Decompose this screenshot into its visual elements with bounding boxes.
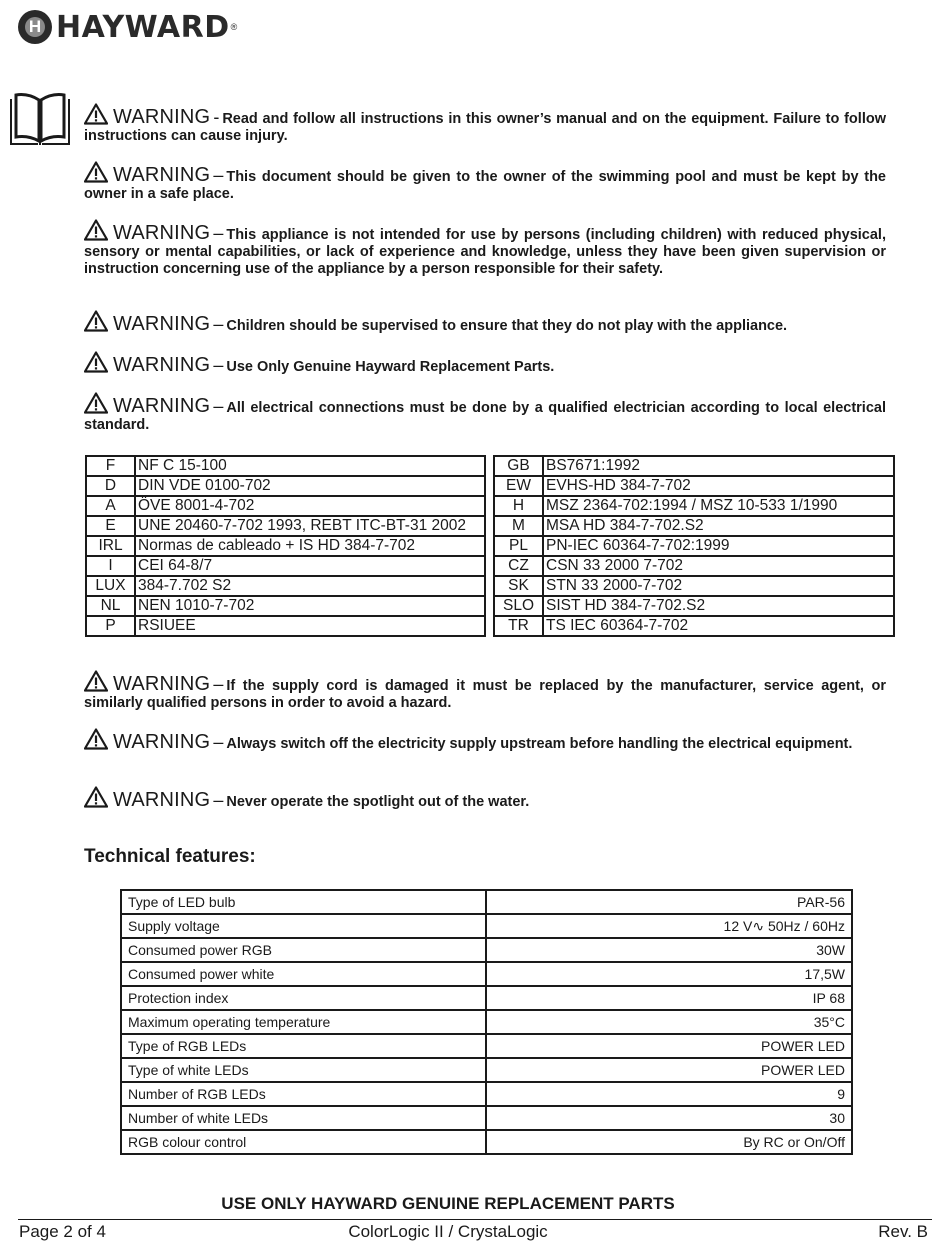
warning-text: This document should be given to the owner of the swimming pool and must be kept by the owner in a safe place. — [84, 169, 886, 202]
warning-label: WARNING — [113, 106, 211, 128]
standards-row — [86, 496, 894, 516]
standards-row — [86, 456, 894, 476]
warning-item — [84, 351, 886, 376]
warning-triangle-icon — [84, 728, 108, 750]
technical-row — [121, 1130, 852, 1154]
warning-item — [84, 161, 886, 203]
standard-name: BS7671:1992 — [543, 456, 894, 476]
column-gap — [485, 496, 494, 516]
country-code: LUX — [86, 576, 135, 596]
feature-label: Type of white LEDs — [121, 1058, 486, 1082]
country-code: M — [494, 516, 543, 536]
warning-label: WARNING — [113, 164, 211, 186]
standard-name: MSZ 2364-702:1994 / MSZ 10-533 1/1990 — [543, 496, 894, 516]
warning-label: WARNING — [113, 354, 211, 376]
column-gap — [485, 576, 494, 596]
warning-item — [84, 219, 886, 278]
country-code: NL — [86, 596, 135, 616]
feature-value: POWER LED — [486, 1034, 852, 1058]
feature-label: Maximum operating temperature — [121, 1010, 486, 1034]
warning-text: All electrical connections must be done by a qualified electrician according to local electrical standard. — [84, 400, 886, 433]
standards-row — [86, 616, 894, 636]
warning-text: This appliance is not intended for use by persons (including children) with reduced physical, sensory or mental capabilities, or lack of experience and knowledge, unless they have been given supervision or instruction concerning use of the appliance by a person responsible for their safety. — [84, 227, 886, 277]
country-code: SK — [494, 576, 543, 596]
footer-revision: Rev. B — [878, 1222, 928, 1241]
warning-text: Use Only Genuine Hayward Replacement Parts. — [226, 359, 555, 375]
replacement-parts-note: USE ONLY HAYWARD GENUINE REPLACEMENT PARTS — [221, 1194, 675, 1213]
standard-name: TS IEC 60364-7-702 — [543, 616, 894, 636]
technical-row — [121, 986, 852, 1010]
feature-value: 30 — [486, 1106, 852, 1130]
warning-label: WARNING — [113, 673, 211, 695]
feature-value: 30W — [486, 938, 852, 962]
column-gap — [485, 476, 494, 496]
column-gap — [485, 616, 494, 636]
standard-name: STN 33 2000-7-702 — [543, 576, 894, 596]
feature-value: By RC or On/Off — [486, 1130, 852, 1154]
country-code: SLO — [494, 596, 543, 616]
technical-row — [121, 938, 852, 962]
warning-triangle-icon — [84, 219, 108, 241]
technical-row — [121, 1058, 852, 1082]
standards-row — [86, 596, 894, 616]
feature-label: RGB colour control — [121, 1130, 486, 1154]
open-book-icon — [6, 91, 74, 149]
warning-triangle-icon — [84, 786, 108, 808]
standard-name: CEI 64-8/7 — [135, 556, 485, 576]
feature-label: Type of LED bulb — [121, 890, 486, 914]
warning-item — [84, 103, 886, 145]
standard-name: EVHS-HD 384-7-702 — [543, 476, 894, 496]
hayward-logo — [18, 9, 237, 45]
warning-dash: – — [213, 165, 224, 185]
feature-label: Number of RGB LEDs — [121, 1082, 486, 1106]
warning-item — [84, 392, 886, 434]
warning-text: Read and follow all instructions in this owner’s manual and on the equipment. Failure to follow instructions can cause injury. — [84, 111, 886, 144]
standard-name: NEN 1010-7-702 — [135, 596, 485, 616]
feature-value: 35°C — [486, 1010, 852, 1034]
technical-row — [121, 1010, 852, 1034]
technical-features-heading: Technical features: — [84, 846, 256, 867]
technical-row — [121, 1034, 852, 1058]
standard-name: SIST HD 384-7-702.S2 — [543, 596, 894, 616]
warning-triangle-icon — [84, 351, 108, 373]
country-code: E — [86, 516, 135, 536]
electrical-standards-table — [85, 455, 895, 637]
country-code: TR — [494, 616, 543, 636]
feature-value: 17,5W — [486, 962, 852, 986]
standard-name: RSIUEE — [135, 616, 485, 636]
warning-dash: – — [213, 732, 224, 752]
standards-row — [86, 576, 894, 596]
standard-name: ÖVE 8001-4-702 — [135, 496, 485, 516]
warning-label: WARNING — [113, 731, 211, 753]
warning-label: WARNING — [113, 313, 211, 335]
warning-item — [84, 786, 886, 811]
country-code: CZ — [494, 556, 543, 576]
footer-page-number: Page 2 of 4 — [19, 1222, 106, 1241]
standard-name: PN-IEC 60364-7-702:1999 — [543, 536, 894, 556]
technical-features-table — [120, 889, 853, 1155]
standard-name: CSN 33 2000 7-702 — [543, 556, 894, 576]
country-code: GB — [494, 456, 543, 476]
feature-label: Supply voltage — [121, 914, 486, 938]
warning-item — [84, 728, 886, 753]
country-code: I — [86, 556, 135, 576]
column-gap — [485, 596, 494, 616]
standards-row — [86, 516, 894, 536]
warning-triangle-icon — [84, 103, 108, 125]
technical-row — [121, 914, 852, 938]
feature-value: POWER LED — [486, 1058, 852, 1082]
warning-dash: – — [213, 396, 224, 416]
footer-divider — [18, 1219, 932, 1220]
country-code: A — [86, 496, 135, 516]
country-code: H — [494, 496, 543, 516]
column-gap — [485, 556, 494, 576]
warning-dash: – — [213, 355, 224, 375]
feature-label: Type of RGB LEDs — [121, 1034, 486, 1058]
registered-mark: ® — [230, 22, 238, 32]
warning-triangle-icon — [84, 392, 108, 414]
country-code: D — [86, 476, 135, 496]
standards-row — [86, 556, 894, 576]
warning-triangle-icon — [84, 670, 108, 692]
column-gap — [485, 516, 494, 536]
warning-text: If the supply cord is damaged it must be replaced by the manufacturer, service agent, or similarly qualified persons in order to avoid a hazard. — [84, 678, 886, 711]
technical-row — [121, 890, 852, 914]
technical-row — [121, 1106, 852, 1130]
warning-text: Never operate the spotlight out of the water. — [226, 794, 530, 810]
country-code: F — [86, 456, 135, 476]
standards-row — [86, 476, 894, 496]
country-code: PL — [494, 536, 543, 556]
country-code: EW — [494, 476, 543, 496]
warning-dash: - — [213, 107, 220, 127]
brand-name: HAYWARD — [56, 9, 230, 45]
standard-name: NF C 15-100 — [135, 456, 485, 476]
warning-dash: – — [213, 790, 224, 810]
warning-triangle-icon — [84, 310, 108, 332]
feature-label: Consumed power RGB — [121, 938, 486, 962]
standard-name: DIN VDE 0100-702 — [135, 476, 485, 496]
warning-label: WARNING — [113, 395, 211, 417]
warning-text: Children should be supervised to ensure that they do not play with the appliance. — [226, 318, 788, 334]
standard-name: 384-7.702 S2 — [135, 576, 485, 596]
feature-value: 9 — [486, 1082, 852, 1106]
warning-label: WARNING — [113, 789, 211, 811]
footer-product-name: ColorLogic II / CrystaLogic — [348, 1222, 548, 1241]
standard-name: UNE 20460-7-702 1993, REBT ITC-BT-31 2002 — [135, 516, 485, 536]
feature-label: Consumed power white — [121, 962, 486, 986]
feature-label: Protection index — [121, 986, 486, 1010]
column-gap — [485, 456, 494, 476]
column-gap — [485, 536, 494, 556]
standard-name: Normas de cableado + IS HD 384-7-702 — [135, 536, 485, 556]
technical-row — [121, 1082, 852, 1106]
warning-item — [84, 670, 886, 712]
feature-value: PAR-56 — [486, 890, 852, 914]
feature-value: 12 V∿ 50Hz / 60Hz — [486, 914, 852, 938]
warning-dash: – — [213, 223, 224, 243]
standard-name: MSA HD 384-7-702.S2 — [543, 516, 894, 536]
hayward-logo-mark-icon — [18, 10, 52, 44]
country-code: P — [86, 616, 135, 636]
warning-dash: – — [213, 314, 224, 334]
technical-row — [121, 962, 852, 986]
country-code: IRL — [86, 536, 135, 556]
feature-value: IP 68 — [486, 986, 852, 1010]
warning-text: Always switch off the electricity supply upstream before handling the electrical equipment. — [226, 736, 853, 752]
warning-dash: – — [213, 674, 224, 694]
warning-item — [84, 310, 886, 335]
feature-label: Number of white LEDs — [121, 1106, 486, 1130]
warning-triangle-icon — [84, 161, 108, 183]
standards-row — [86, 536, 894, 556]
warning-label: WARNING — [113, 222, 211, 244]
